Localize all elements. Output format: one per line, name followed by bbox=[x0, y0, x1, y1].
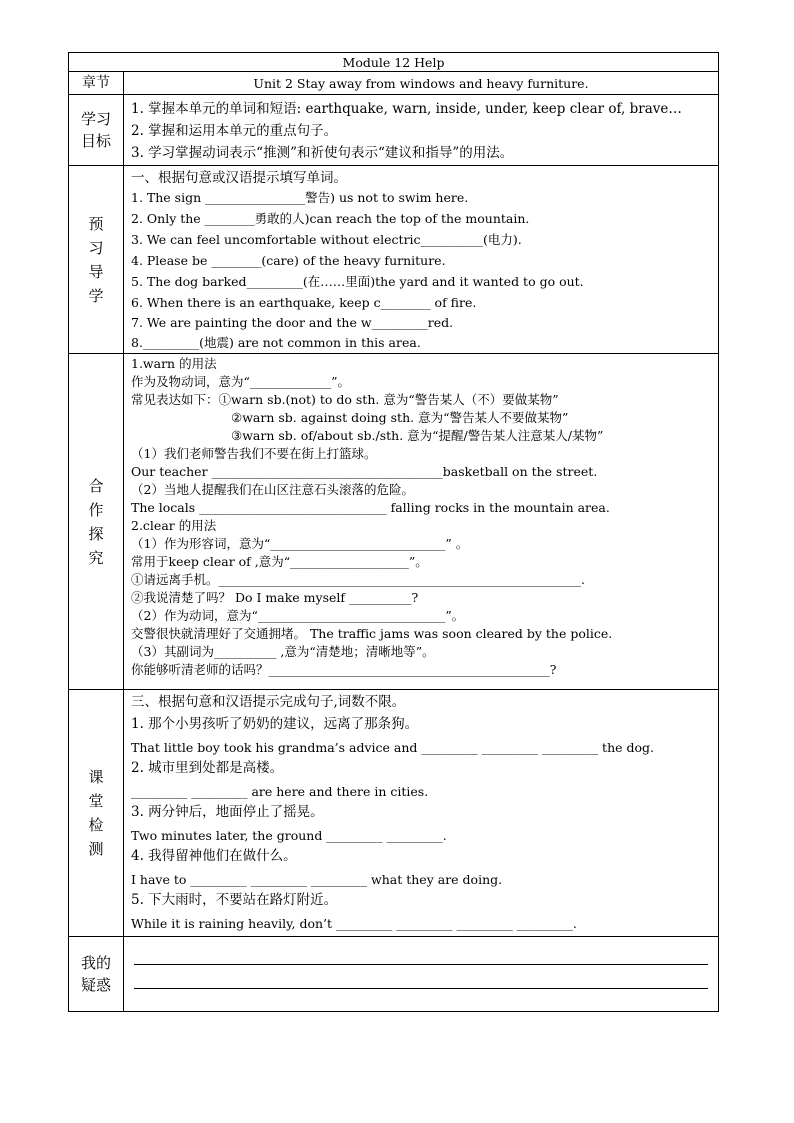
check-item-en: That little boy took his grandma’s advice and _________ _________ _________ the dog. bbox=[131, 740, 654, 755]
objectives-label: 学习 目标 bbox=[69, 95, 124, 166]
check-title: 三、根据句意和汉语提示完成句子,词数不限。 bbox=[131, 694, 406, 710]
module-title: Module 12 Help bbox=[69, 53, 719, 72]
lesson-plan-table bbox=[68, 52, 719, 1012]
preview-item: 1. The sign ________________警告) us not to swim here. bbox=[131, 190, 469, 205]
check-content bbox=[124, 690, 719, 937]
check-item-en: I have to _________ _________ _________ what they are doing. bbox=[131, 872, 503, 887]
answer-line[interactable] bbox=[134, 971, 708, 989]
check-label: 课 堂 检 测 bbox=[69, 690, 124, 937]
check-item-cn: 1. 那个小男孩听了奶奶的建议，远离了那条狗。 bbox=[131, 716, 419, 732]
explore-line: ②warn sb. against doing sth. 意为“警告某人不要做某物” bbox=[231, 410, 569, 425]
explore-content bbox=[124, 354, 719, 690]
explore-line: （1）我们老师警告我们不要在街上打篮球。 bbox=[131, 446, 377, 461]
check-item-en: Two minutes later, the ground _________ _________. bbox=[131, 828, 447, 843]
explore-line: 交警很快就清理好了交通拥堵。 The traffic jams was soon cleared by the police. bbox=[131, 626, 613, 641]
objective-item: 2. 掌握和运用本单元的重点句子。 bbox=[131, 123, 338, 139]
check-item-cn: 2. 城市里到处都是高楼。 bbox=[131, 760, 284, 776]
preview-item: 4. Please be ________(care) of the heavy furniture. bbox=[131, 253, 446, 268]
explore-line: ③warn sb. of/about sb./sth. 意为“提醒/警告某人注意某人/某物” bbox=[231, 428, 604, 443]
check-item-cn: 3. 两分钟后，地面停止了摇晃。 bbox=[131, 804, 324, 820]
preview-title: 一、根据句意或汉语提示填写单词。 bbox=[131, 170, 347, 186]
explore-line: （2）作为动词，意为“______________________________”。 bbox=[131, 608, 465, 623]
section-label: 章节 bbox=[69, 72, 124, 95]
preview-item: 2. Only the ________勇敢的人)can reach the top of the mountain. bbox=[131, 211, 530, 226]
preview-item: 5. The dog barked_________(在……里面)the yard and it wanted to go out. bbox=[131, 274, 584, 289]
explore-line: Our teacher _____________________________________basketball on the street. bbox=[131, 464, 598, 479]
explore-line: 1.warn 的用法 bbox=[131, 356, 217, 371]
explore-line: （2）当地人提醒我们在山区注意石头滚落的危险。 bbox=[131, 482, 414, 497]
explore-line: （3）其副词为__________ ,意为“清楚地；清晰地等”。 bbox=[131, 644, 435, 659]
explore-line: 常见表达如下：①warn sb.(not) to do sth. 意为“警告某人（不）要做某物” bbox=[131, 392, 559, 407]
check-item-en: While it is raining heavily, don’t _________ _________ _________ _________. bbox=[131, 916, 577, 931]
explore-label: 合 作 探 究 bbox=[69, 354, 124, 690]
explore-line: 常用于keep clear of ,意为“___________________”。 bbox=[131, 554, 428, 569]
preview-item: 8._________(地震) are not common in this area. bbox=[131, 335, 421, 350]
preview-item: 6. When there is an earthquake, keep c________ of fire. bbox=[131, 295, 477, 310]
check-item-en: _________ _________ are here and there in cities. bbox=[131, 784, 429, 799]
explore-line: （1）作为形容词，意为“____________________________” 。 bbox=[131, 536, 469, 551]
doubts-content bbox=[124, 937, 719, 1012]
explore-line: 2.clear 的用法 bbox=[131, 518, 217, 533]
preview-item: 3. We can feel uncomfortable without electric__________(电力). bbox=[131, 232, 522, 247]
explore-line: 你能够听清老师的话吗？_____________________________________________? bbox=[131, 662, 557, 677]
objective-item: 1. 掌握本单元的单词和短语: earthquake, warn, inside, under, keep clear of, brave… bbox=[131, 101, 682, 117]
preview-item: 7. We are painting the door and the w_________red. bbox=[131, 315, 454, 330]
explore-line: ②我说清楚了吗？ Do I make myself __________? bbox=[131, 590, 419, 605]
explore-line: 作为及物动词，意为“_____________”。 bbox=[131, 374, 351, 389]
check-item-cn: 4. 我得留神他们在做什么。 bbox=[131, 848, 297, 864]
answer-line[interactable] bbox=[134, 947, 708, 965]
explore-line: ①请远离手机。__________________________________________________________. bbox=[131, 572, 585, 587]
doubts-label: 我的 疑惑 bbox=[69, 937, 124, 1012]
preview-content bbox=[124, 166, 719, 354]
explore-line: The locals ______________________________ falling rocks in the mountain area. bbox=[131, 500, 610, 515]
objective-item: 3. 学习掌握动词表示“推测”和祈使句表示“建议和指导”的用法。 bbox=[131, 145, 514, 161]
unit-title: Unit 2 Stay away from windows and heavy furniture. bbox=[124, 72, 719, 95]
check-item-cn: 5. 下大雨时，不要站在路灯附近。 bbox=[131, 892, 338, 908]
preview-label: 预 习 导 学 bbox=[69, 166, 124, 354]
objectives-content bbox=[124, 95, 719, 166]
